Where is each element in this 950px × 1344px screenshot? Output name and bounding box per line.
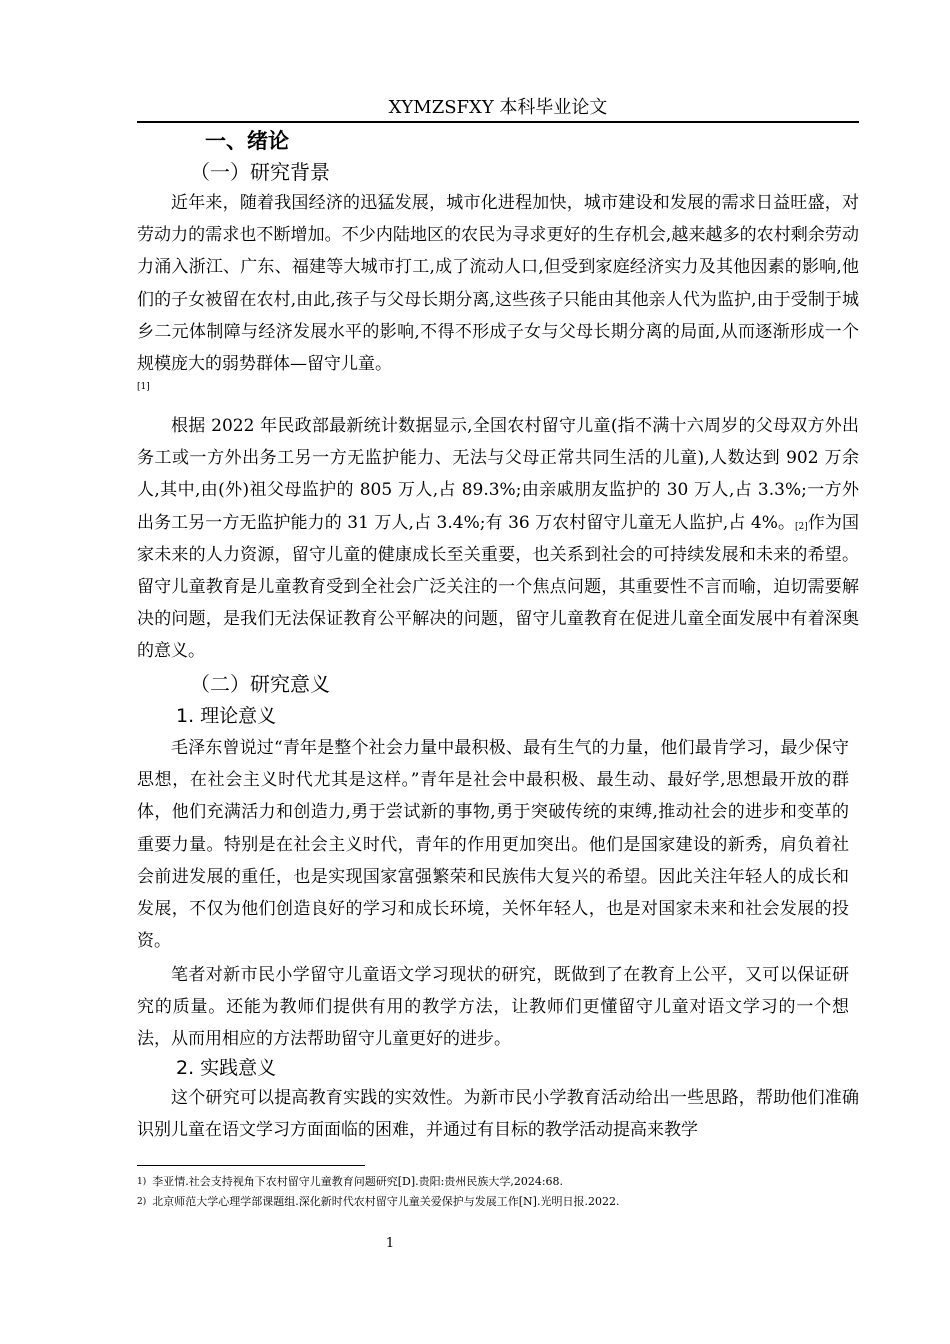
footnote-2 xyxy=(137,1194,859,1210)
paragraph-background-2 xyxy=(137,410,859,668)
citation-mark: [2] xyxy=(795,521,808,532)
running-header: XYMZSFXY 本科毕业论文 xyxy=(388,97,608,118)
paragraph-text: 笔者对新市民小学留守儿童语文学习现状的研究，既做到了在教育上公平，又可以保证研究的质量。还能为教师们提供有用的教学方法，让教师们更懂留守儿童对语文学习的一个想法，从而用相应的方法帮助留守儿童更好的进步。 xyxy=(137,965,849,1050)
footnote-1 xyxy=(137,1174,859,1190)
paragraph-text: 毛泽东曾说过“青年是整个社会力量中最积极、最有生气的力量，他们最肯学习，最少保守思想，在社会主义时代尤其是这样。”青年是社会中最积极、最生动、最好学,思想最开放的群体，他们充满活力和创造力,勇于尝试新的事物,勇于突破传统的束缚,推动社会的进步和变革的重要力量。特别是在社会主义时代，青年的作用更加突出。他们是国家建设的新秀，肩负着社会前进发展的重任，也是实现国家富强繁荣和民族伟大复兴的希望。因此关注年轻人的成长和发展，不仅为他们创造良好的学习和成长环境，关怀年轻人，也是对国家未来和社会发展的投资。 xyxy=(137,738,849,952)
chapter-title: 一、绪论 xyxy=(205,129,289,153)
header-rule xyxy=(137,121,859,123)
paragraph-background-1 xyxy=(137,187,859,380)
citation-mark: [1] xyxy=(137,382,150,392)
paragraph-practice-1 xyxy=(137,1082,859,1146)
page-number: 1 xyxy=(385,1236,395,1251)
paragraph-text: 根据 2022 年民政部最新统计数据显示,全国农村留守儿童(指不满十六周岁的父母双方外出务工或一方外出务工另一方无监护能力、无法与父母正常共同生活的儿童),人数达到 902 万余人,其中,由(外)祖父母监护的 805 万人,占 89.3%;由亲戚朋友监护的 30 万人,占 3.3%;一方外出务工另一方无监护能力的 31 万人,占 3.4%;有 36 万农村留守儿童无人监护,占 4%。 xyxy=(137,416,859,533)
subsection-title-theory: 1. 理论意义 xyxy=(176,705,277,727)
section-title-significance: （二）研究意义 xyxy=(190,672,330,696)
paragraph-text: 作为国家未来的人力资源，留守儿童的健康成长至关重要，也关系到社会的可持续发展和未来的希望。留守儿童教育是儿童教育受到全社会广泛关注的一个焦点问题，其重要性不言而喻，迫切需要解决的问题，是我们无法保证教育公平解决的问题，留守儿童教育在促进儿童全面发展中有着深奥的意义。 xyxy=(137,512,860,662)
paragraph-theory-1 xyxy=(137,732,849,957)
subsection-title-practice: 2. 实践意义 xyxy=(176,1057,277,1079)
paragraph-theory-2 xyxy=(137,959,849,1056)
footnote-rule xyxy=(137,1165,365,1166)
section-title-background: （一）研究背景 xyxy=(190,160,330,184)
footnote-text: 北京师范大学心理学部课题组.深化新时代农村留守儿童关爱保护与发展工作[N].光明日报.2022. xyxy=(152,1195,620,1208)
paragraph-text: 这个研究可以提高教育实践的实效性。为新市民小学教育活动给出一些思路，帮助他们准确识别儿童在语文学习方面面临的困难，并通过有目标的教学活动提高来教学 xyxy=(137,1088,859,1141)
footnote-text: 李亚情.社会支持视角下农村留守儿童教育问题研究[D].贵阳:贵州民族大学,2024:68. xyxy=(152,1175,564,1188)
paragraph-text: 近年来，随着我国经济的迅猛发展，城市化进程加快，城市建设和发展的需求日益旺盛，对劳动力的需求也不断增加。不少内陆地区的农民为寻求更好的生存机会,越来越多的农村剩余劳动力涌入浙江、广东、福建等大城市打工,成了流动人口,但受到家庭经济实力及其他因素的影响,他们的子女被留在农村,由此,孩子与父母长期分离,这些孩子只能由其他亲人代为监护,由于受制于城乡二元体制障与经济发展水平的影响,不得不形成子女与父母长期分离的局面,从而逐渐形成一个规模庞大的弱势群体—留守儿童。 xyxy=(137,193,859,375)
footnote-mark: 2) xyxy=(137,1197,147,1207)
footnote-mark: 1) xyxy=(137,1177,147,1187)
